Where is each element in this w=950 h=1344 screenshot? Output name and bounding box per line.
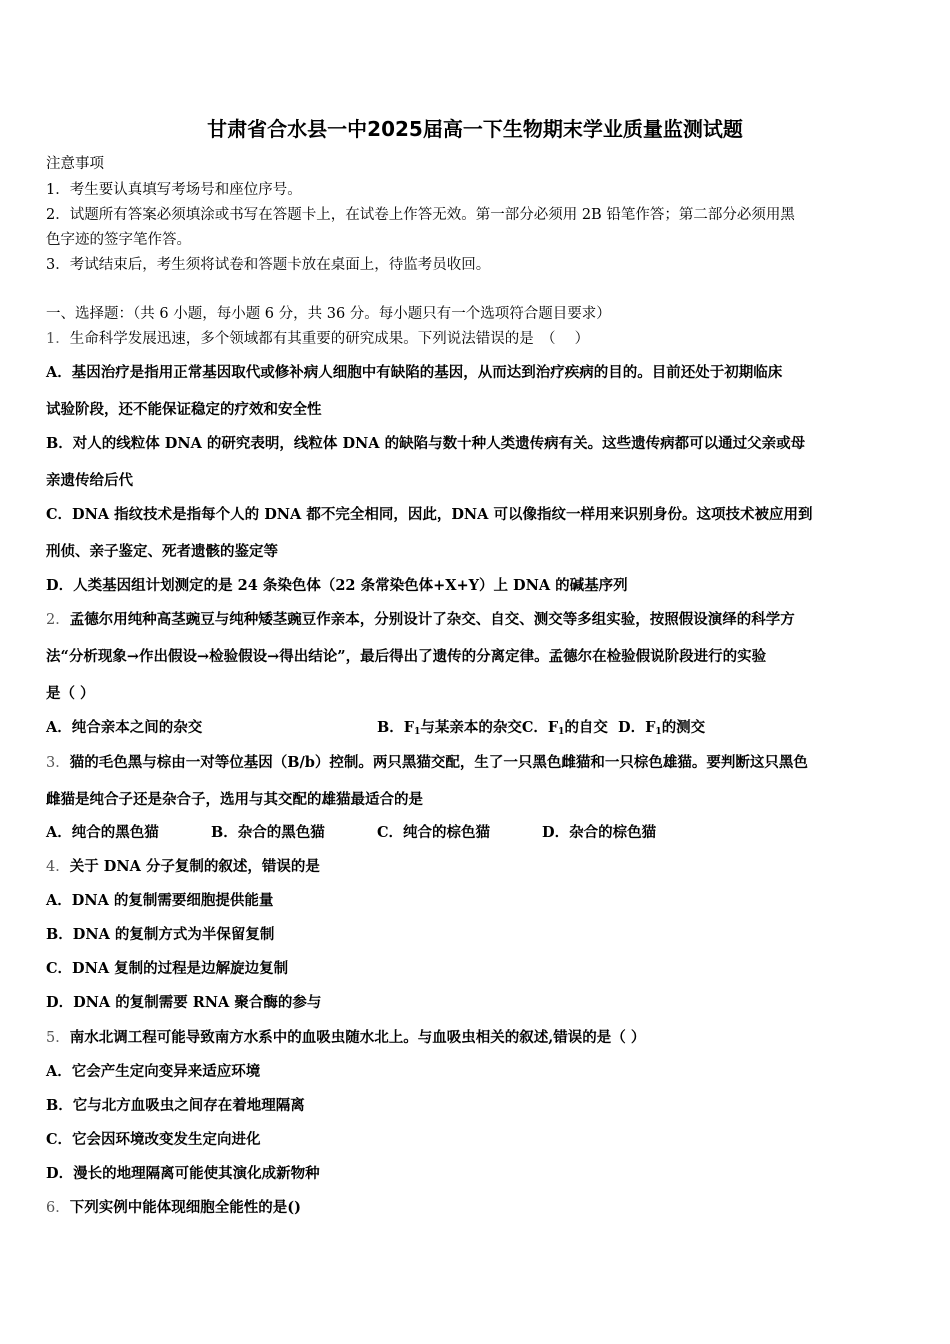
question-stem-text: 孟德尔用纯种高茎豌豆与纯种矮茎豌豆作亲本，分别设计了杂交、自交、测交等多组实验，按照假设演绎的科学方 [69,611,795,628]
option-d-prefix: D．F [618,719,656,736]
question-2-stem-cont: 法“分析现象→作出假设→检验假设→得出结论”，最后得出了遗传的分离定律。孟德尔在检验假说阶段进行的实验 [46,648,767,665]
notice-item: 3．考试结束后，考生须将试卷和答题卡放在桌面上，待监考员收回。 [46,257,491,273]
option-d-text: 的测交 [661,719,706,736]
exam-title: 甘肃省合水县一中2025届高一下生物期末学业质量监测试题 [207,117,743,141]
question-1-option-c: C．DNA 指纹技术是指每个人的 DNA 都不完全相同，因此，DNA 可以像指纹一样用来识别身份。这项技术被应用到 [46,506,813,523]
question-1-stem [46,327,908,348]
question-2-stem-cont: 是（ ） [46,685,95,702]
question-stem-text: 关于 DNA 分子复制的叙述，错误的是 [69,858,320,875]
question-2-options-bcd [377,716,705,737]
question-4-option-b: B．DNA 的复制方式为半保留复制 [46,926,275,943]
question-number: 6． [46,1200,70,1216]
question-number: 4． [46,859,70,875]
question-stem-text: 下列实例中能体现细胞全能性的是() [69,1199,301,1216]
question-stem-text: 南水北调工程可能导致南方水系中的血吸虫随水北上。与血吸虫相关的叙述,错误的是（ ） [69,1029,646,1046]
option-c-text: 的自交 [564,719,608,736]
question-4-option-c: C．DNA 复制的过程是边解旋边复制 [46,960,289,977]
question-3-option-c: C．纯合的棕色猫 [377,824,491,841]
subscript: 1 [558,727,565,737]
question-number: 2． [46,612,70,628]
question-6-stem [46,1196,908,1217]
notice-item: 2．试题所有答案必须填涂或书写在答题卡上，在试卷上作答无效。第一部分必须用 2B 铅笔作答；第二部分必须用黑 [46,207,795,223]
question-3-option-a: A．纯合的黑色猫 [46,824,159,841]
subscript: 1 [414,727,421,737]
question-3-stem [46,751,908,772]
question-4-option-a: A．DNA 的复制需要细胞提供能量 [46,892,274,909]
option-b-prefix: B．F [377,719,415,736]
question-5-stem [46,1026,908,1047]
notice-item: 1．考生要认真填写考场号和座位序号。 [46,182,302,198]
notice-item: 色字迹的签字笔作答。 [46,232,191,248]
question-1-option-d: D．人类基因组计划测定的是 24 条染色体（22 条常染色体+X+Y）上 DNA 的碱基序列 [46,577,628,594]
question-4-option-d: D．DNA 的复制需要 RNA 聚合酶的参与 [46,994,322,1011]
question-5-option-b: B．它与北方血吸虫之间存在着地理隔离 [46,1097,305,1114]
question-1-option-c-cont: 刑侦、亲子鉴定、死者遗骸的鉴定等 [46,543,278,560]
question-1-option-b: B．对人的线粒体 DNA 的研究表明，线粒体 DNA 的缺陷与数十种人类遗传病有关。这些遗传病都可以通过父亲或母 [46,435,806,452]
question-1-option-a: A．基因治疗是指用正常基因取代或修补病人细胞中有缺陷的基因，从而达到治疗疾病的目的。目前还处于初期临床 [46,364,783,381]
question-3-stem-cont: 雌猫是纯合子还是杂合子，选用与其交配的雄猫最适合的是 [46,791,423,808]
question-2-stem [46,608,908,629]
question-4-stem [46,855,908,876]
question-3-option-b: B．杂合的黑色猫 [211,824,325,841]
question-stem-text: 生命科学发展迅速，多个领域都有其重要的研究成果。下列说法错误的是 （ ） [69,331,590,347]
question-number: 3． [46,755,70,771]
notice-heading: 注意事项 [46,156,104,172]
option-c-prefix: C．F [521,719,559,736]
question-5-option-d: D．漫长的地理隔离可能使其演化成新物种 [46,1165,320,1182]
option-b-text: 与某亲本的杂交 [420,719,522,736]
question-2-option-a: A．纯合亲本之间的杂交 [46,719,203,736]
question-5-option-a: A．它会产生定向变异来适应环境 [46,1063,261,1080]
subscript: 1 [655,727,662,737]
section-heading: 一、选择题：（共 6 小题，每小题 6 分，共 36 分。每小题只有一个选项符合题目要求） [46,306,611,322]
question-number: 5． [46,1030,70,1046]
question-number: 1． [46,331,70,347]
question-1-option-a-cont: 试验阶段，还不能保证稳定的疗效和安全性 [46,401,322,418]
question-3-option-d: D．杂合的棕色猫 [542,824,657,841]
question-1-option-b-cont: 亲遗传给后代 [46,472,133,489]
question-stem-text: 猫的毛色黑与棕由一对等位基因（B/b）控制。两只黑猫交配，生了一只黑色雌猫和一只棕色雄猫。要判断这只黑色 [69,754,808,771]
question-5-option-c: C．它会因环境改变发生定向进化 [46,1131,261,1148]
